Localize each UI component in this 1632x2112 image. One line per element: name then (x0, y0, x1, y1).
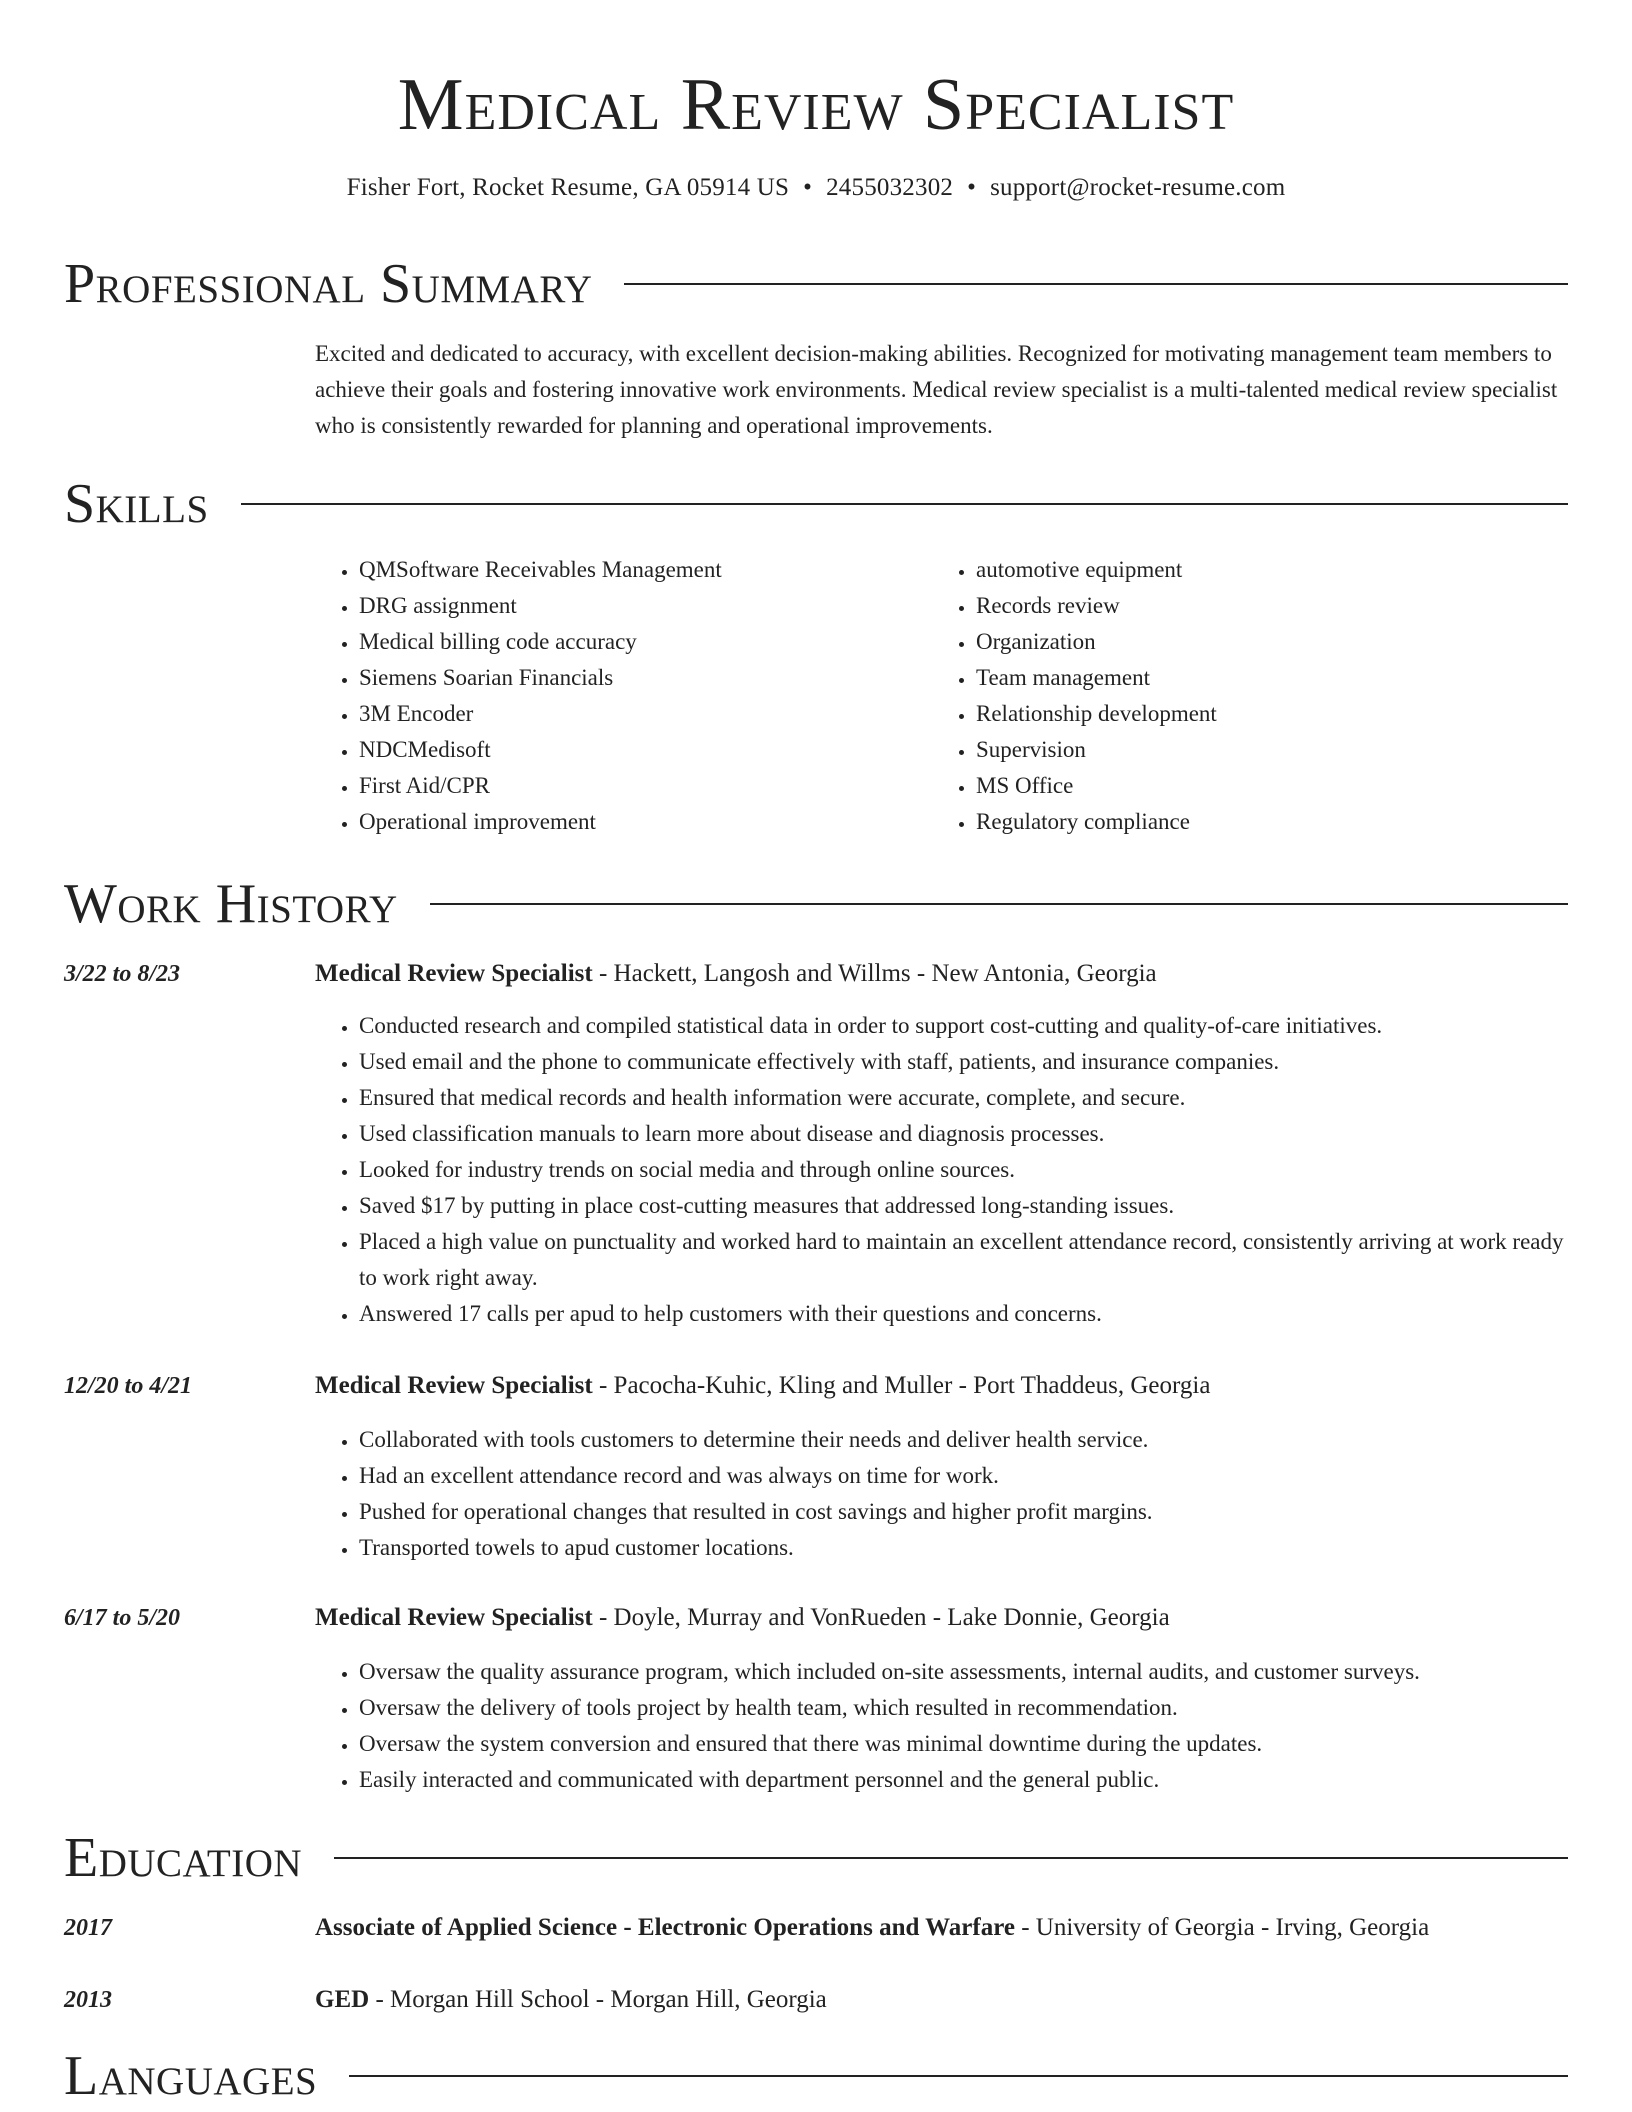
job-date: 12/20 to 4/21 (64, 1373, 193, 1399)
skills-heading: Skills (64, 473, 209, 535)
job-bullet: • Transported towels to apud customer locations. (359, 1530, 1568, 1566)
skill-item: • Records review (976, 588, 1549, 624)
skill-item: • Siemens Soarian Financials (359, 660, 932, 696)
job-bullet: • Used email and the phone to communicate effectively with staff, patients, and insurance companies. (359, 1044, 1568, 1080)
contact-separator: • (803, 174, 813, 201)
job-title-line (315, 956, 1157, 992)
job-employer: - Doyle, Murray and VonRueden - Lake Donnie, Georgia (592, 1604, 1170, 1631)
skills-right-column (932, 552, 1549, 840)
skill-item: • Operational improvement (359, 804, 932, 840)
resume-page (64, 0, 1568, 2107)
skills-list (315, 552, 1568, 840)
job-title-line (315, 1600, 1170, 1636)
skills-left-column (315, 552, 932, 840)
skill-item: • Medical billing code accuracy (359, 624, 932, 660)
education-degree: Associate of Applied Science - Electronic Operations and Warfare (315, 1914, 1015, 1941)
summary-heading: Professional Summary (64, 253, 593, 315)
work-heading: Work History (64, 873, 398, 935)
contact-phone: 2455032302 (826, 174, 954, 201)
skill-item: • Supervision (976, 732, 1549, 768)
job-title: Medical Review Specialist (315, 1372, 593, 1399)
skills-section-heading (64, 472, 1568, 536)
job-bullet: • Saved $17 by putting in place cost-cutting measures that addressed long-standing issues. (359, 1188, 1568, 1224)
summary-section-heading (64, 252, 1568, 316)
job-bullets (315, 1008, 1568, 1332)
job-bullet: • Had an excellent attendance record and was always on time for work. (359, 1458, 1568, 1494)
job-bullet: • Oversaw the quality assurance program, which included on-site assessments, internal audits, and customer surveys. (359, 1654, 1568, 1690)
job-bullet: • Oversaw the system conversion and ensured that there was minimal downtime during the updates. (359, 1726, 1568, 1762)
education-degree: GED (315, 1986, 370, 2013)
job-date: 3/22 to 8/23 (64, 961, 181, 987)
education-heading: Education (64, 1827, 303, 1889)
job-bullet: • Answered 17 calls per apud to help customers with their questions and concerns. (359, 1296, 1568, 1332)
section-divider (334, 1857, 1568, 1859)
job-bullet: • Pushed for operational changes that resulted in cost savings and higher profit margins. (359, 1494, 1568, 1530)
summary-body (315, 336, 1568, 444)
education-line (315, 1982, 827, 2018)
section-divider (241, 503, 1568, 505)
section-divider (349, 2075, 1568, 2077)
skill-item: • NDCMedisoft (359, 732, 932, 768)
skill-item: • QMSoftware Receivables Management (359, 552, 932, 588)
skill-item: • 3M Encoder (359, 696, 932, 732)
skill-item: • MS Office (976, 768, 1549, 804)
education-line (315, 1910, 1429, 1946)
job-bullet: • Used classification manuals to learn more about disease and diagnosis processes. (359, 1116, 1568, 1152)
section-divider (430, 903, 1568, 905)
education-school: - University of Georgia - Irving, Georgia (1014, 1914, 1430, 1941)
job-bullets (315, 1654, 1568, 1798)
section-divider (624, 283, 1568, 285)
contact-line (64, 172, 1568, 204)
job-bullet: • Looked for industry trends on social media and through online sources. (359, 1152, 1568, 1188)
summary-text: Excited and dedicated to accuracy, with excellent decision-making abilities. Recognized for motivating management team members to achieve their goals and fostering innovative work environments. Medical review specialist is a multi-talented medical review specialist who is consistently rewarded for planning and operational improvements. (315, 341, 1558, 438)
skill-item: • First Aid/CPR (359, 768, 932, 804)
job-bullet: • Collaborated with tools customers to determine their needs and deliver health service. (359, 1422, 1568, 1458)
job-bullet: • Placed a high value on punctuality and worked hard to maintain an excellent attendance record, consistently arriving at work ready to work right away. (359, 1224, 1568, 1296)
skill-item: • Organization (976, 624, 1549, 660)
job-title: Medical Review Specialist (315, 960, 593, 987)
contact-separator: • (967, 174, 977, 201)
contact-address: Fisher Fort, Rocket Resume, GA 05914 US (346, 174, 790, 201)
education-school: - Morgan Hill School - Morgan Hill, Georgia (369, 1986, 827, 2013)
skill-item: • Regulatory compliance (976, 804, 1549, 840)
job-title: Medical Review Specialist (315, 1604, 593, 1631)
job-date: 6/17 to 5/20 (64, 1605, 181, 1631)
job-bullet: • Easily interacted and communicated with department personnel and the general public. (359, 1762, 1568, 1798)
job-bullet: • Conducted research and compiled statistical data in order to support cost-cutting and quality-of-care initiatives. (359, 1008, 1568, 1044)
languages-section-heading (64, 2044, 1568, 2108)
education-date: 2017 (64, 1915, 112, 1941)
skill-item: • Team management (976, 660, 1549, 696)
job-employer: - Pacocha-Kuhic, Kling and Muller - Port Thaddeus, Georgia (592, 1372, 1211, 1399)
skill-item: • Relationship development (976, 696, 1549, 732)
skill-item: • automotive equipment (976, 552, 1549, 588)
skill-item: • DRG assignment (359, 588, 932, 624)
job-bullets (315, 1422, 1568, 1566)
work-section-heading (64, 872, 1568, 936)
resume-name: Medical Review Specialist (397, 64, 1235, 146)
education-date: 2013 (64, 1987, 112, 2013)
job-bullet: • Oversaw the delivery of tools project by health team, which resulted in recommendation. (359, 1690, 1568, 1726)
job-title-line (315, 1368, 1210, 1404)
contact-email: support@rocket-resume.com (990, 174, 1286, 201)
languages-heading: Languages (64, 2045, 318, 2107)
job-employer: - Hackett, Langosh and Willms - New Antonia, Georgia (592, 960, 1157, 987)
education-section-heading (64, 1826, 1568, 1890)
job-bullet: • Ensured that medical records and health information were accurate, complete, and secure. (359, 1080, 1568, 1116)
